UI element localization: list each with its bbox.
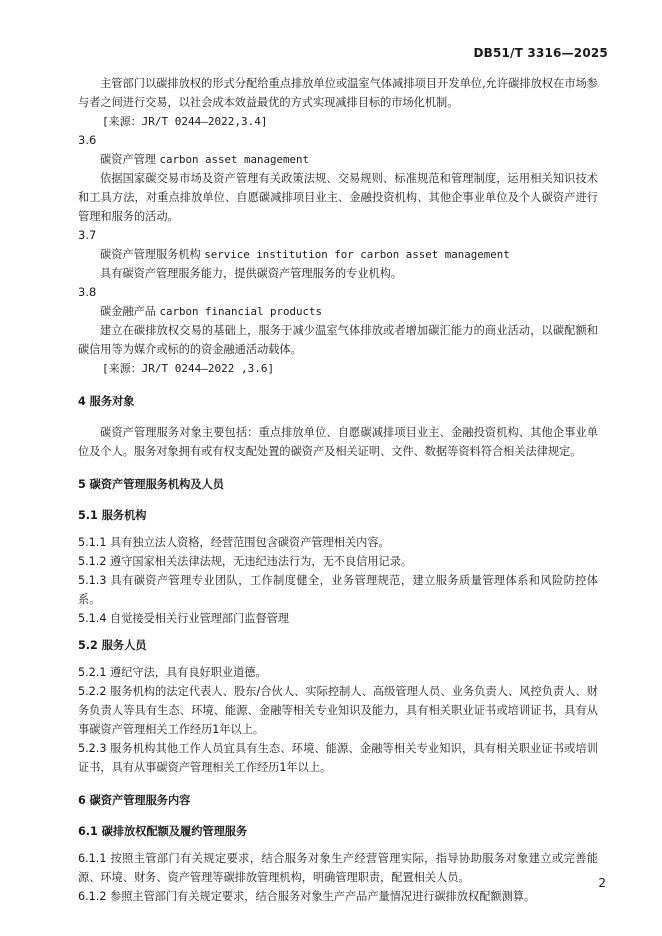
clause-item: 5.2.1 遵纪守法，具有良好职业道德。 <box>78 666 267 679</box>
term-entry <box>78 302 598 321</box>
clause-item: 5.1.3 具有碳资产管理专业团队，工作制度健全，业务管理规范，建立服务质量管理体系和风险防控体系。 <box>78 574 598 606</box>
subsection-heading: 5.2 服务人员 <box>78 639 147 652</box>
clause-number: 3.6 <box>78 133 97 147</box>
term-chinese: 碳资产管理 <box>100 153 156 166</box>
subsection-heading: 6.1 碳排放权配额及履约管理服务 <box>78 825 248 838</box>
clause-item: 5.2.3 服务机构其他工作人员宜具有生态、环境、能源、金融等相关专业知识，具有相关职业证书或培训证书，具有从事碳资产管理相关工作经历1年以上。 <box>78 742 598 774</box>
document-id: DB51/T 3316—2025 <box>473 46 608 60</box>
subsection-heading: 5.1 服务机构 <box>78 509 147 522</box>
clause-item: 5.1.4 自觉接受相关行业管理部门监督管理 <box>78 612 290 625</box>
body-paragraph: 依据国家碳交易市场及资产管理有关政策法规、交易规则、标准规范和管理制度，运用相关知识技术和工具方法，对重点排放单位、自愿碳减排项目业主、金融投资机构、其他企事业单位及个人碳资产进行管理和服务的活动。 <box>78 172 598 223</box>
body-paragraph: 碳资产管理服务对象主要包括：重点排放单位、自愿碳减排项目业主、金融投资机构、其他企事业单位及个人。服务对象拥有或有权支配处置的碳资产及相关证明、文件、数据等资料符合相关法律规定。 <box>78 426 598 458</box>
section-heading: 6 碳资产管理服务内容 <box>78 794 191 807</box>
term-chinese: 碳资产管理服务机构 <box>100 248 201 261</box>
clause-item: 5.2.2 服务机构的法定代表人、股东/合伙人、实际控制人、高级管理人员、业务负责人、风控负责人、财务负责人等具有生态、环境、能源、金融等相关专业知识及能力，具有相关职业证书或培训证书，具有从事碳资产管理相关工作经历1年以上。 <box>78 685 598 736</box>
clause-item: 6.1.1 按照主管部门有关规定要求，结合服务对象生产经营管理实际，指导协助服务对象建立或完善能源、环境、财务、资产管理等碳排放管理机构，明确管理职责，配置相关人员。 <box>78 852 598 884</box>
term-english: carbon financial products <box>159 305 323 318</box>
clause-item: 5.1.2 遵守国家相关法律法规，无违纪违法行为，无不良信用记录。 <box>78 555 413 568</box>
body-paragraph: 具有碳资产管理服务能力，提供碳资产管理服务的专业机构。 <box>100 267 403 280</box>
term-chinese: 碳金融产品 <box>100 305 156 318</box>
page-number: 2 <box>598 876 606 890</box>
section-heading: 4 服务对象 <box>78 395 135 408</box>
clause-item: 5.1.1 具有独立法人资格，经营范围包含碳资产管理相关内容。 <box>78 536 390 549</box>
source-citation: [来源：JR/T 0244—2022 ,3.6] <box>102 362 275 375</box>
source-citation: [来源：JR/T 0244—2022,3.4] <box>102 115 268 128</box>
body-paragraph: 主管部门以碳排放权的形式分配给重点排放单位或温室气体减排项目开发单位,允许碳排放权在市场参与者之间进行交易，以社会成本效益最优的方式实现减排目标的市场化机制。 <box>78 77 598 109</box>
section-heading: 5 碳资产管理服务机构及人员 <box>78 478 224 491</box>
clause-number: 3.8 <box>78 285 97 299</box>
body-paragraph: 建立在碳排放权交易的基础上，服务于减少温室气体排放或者增加碳汇能力的商业活动，以碳配额和碳信用等为媒介或标的的资金融通活动载体。 <box>78 324 598 356</box>
clause-item: 6.1.2 参照主管部门有关规定要求，结合服务对象生产产品产量情况进行碳排放权配额测算。 <box>78 890 536 903</box>
clause-number: 3.7 <box>78 228 97 242</box>
term-entry <box>78 150 598 169</box>
document-body <box>78 74 598 906</box>
term-entry <box>78 245 598 264</box>
term-english: service institution for carbon asset management <box>204 248 510 261</box>
term-english: carbon asset management <box>159 153 310 166</box>
